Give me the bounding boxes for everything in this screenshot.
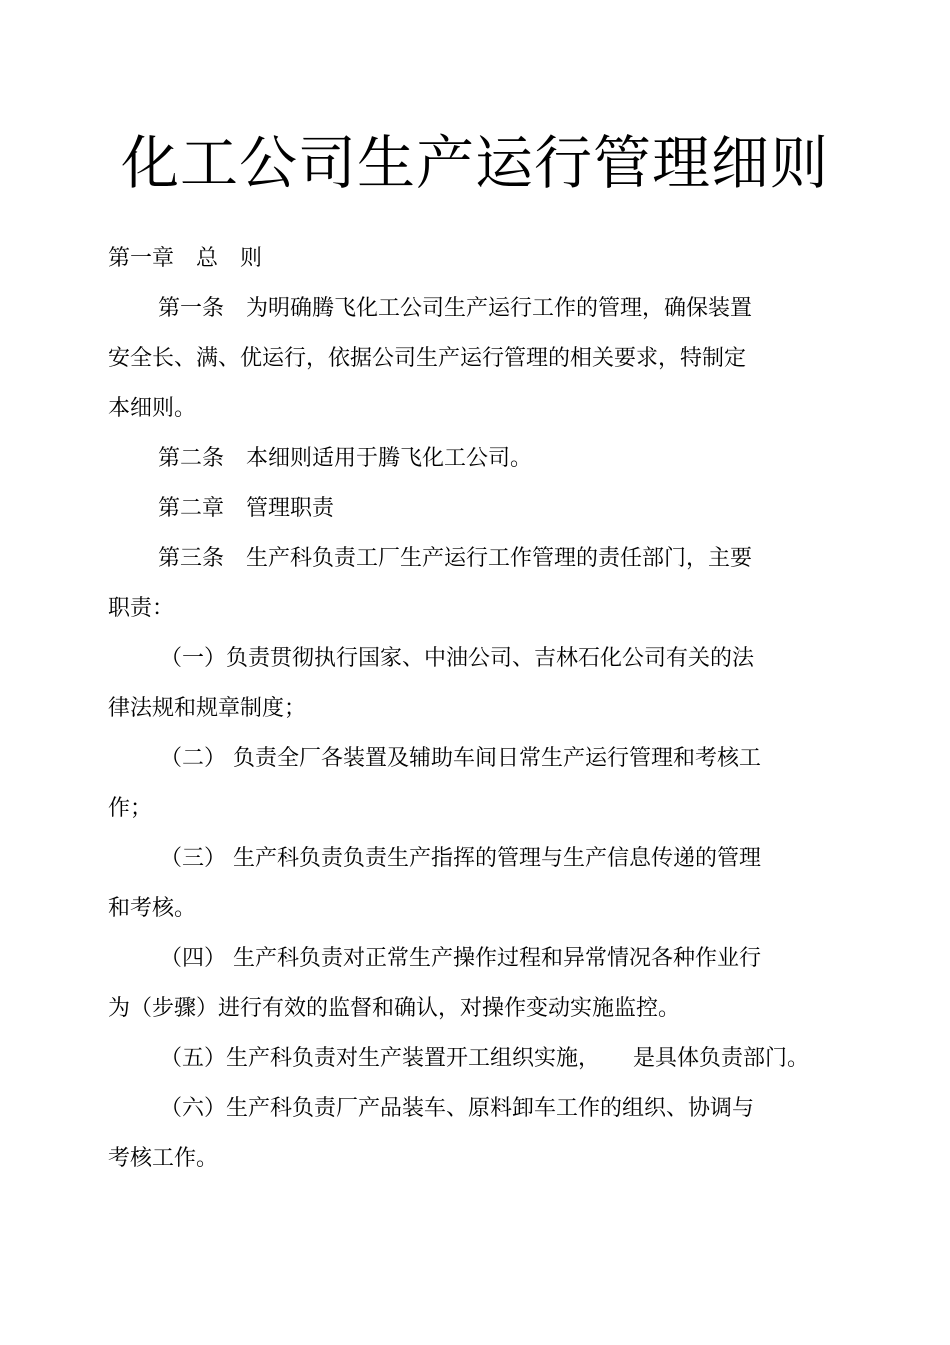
item-5-line-1: （五）生产科负责对生产装置开工组织实施， 是具体负责部门。 (160, 1046, 810, 1071)
item-4-line-2: 为（步骤）进行有效的监督和确认，对操作变动实施监控。 (108, 996, 681, 1021)
article-2-line: 第二条 本细则适用于腾飞化工公司。 (158, 446, 533, 471)
article-3-line-2: 职责： (108, 596, 175, 621)
item-6-line-2: 考核工作。 (108, 1146, 219, 1171)
chapter-2-heading: 第二章 管理职责 (158, 496, 335, 521)
item-2-line-1: （二） 负责全厂各装置及辅助车间日常生产运行管理和考核工 (160, 746, 761, 771)
item-4-line-1: （四） 生产科负责对正常生产操作过程和异常情况各种作业行 (160, 946, 761, 971)
article-1-line-2: 安全长、满、优运行，依据公司生产运行管理的相关要求，特制定 (108, 346, 747, 371)
item-1-line-1: （一）负责贯彻执行国家、中油公司、吉林石化公司有关的法 (160, 646, 755, 671)
chapter-1-heading: 第一章 总 则 (108, 246, 263, 271)
document-title: 化工公司生产运行管理细则 (120, 129, 829, 197)
article-1-line-1: 第一条 为明确腾飞化工公司生产运行工作的管理，确保装置 (158, 296, 753, 321)
item-3-line-1: （三） 生产科负责负责生产指挥的管理与生产信息传递的管理 (160, 846, 761, 871)
item-3-line-2: 和考核。 (108, 896, 197, 921)
article-3-line-1: 第三条 生产科负责工厂生产运行工作管理的责任部门，主要 (158, 546, 753, 571)
item-1-line-2: 律法规和规章制度； (108, 696, 307, 721)
item-2-line-2: 作； (108, 796, 153, 821)
item-6-line-1: （六）生产科负责厂产品装车、原料卸车工作的组织、协调与 (160, 1096, 755, 1121)
article-1-line-3: 本细则。 (108, 396, 197, 421)
